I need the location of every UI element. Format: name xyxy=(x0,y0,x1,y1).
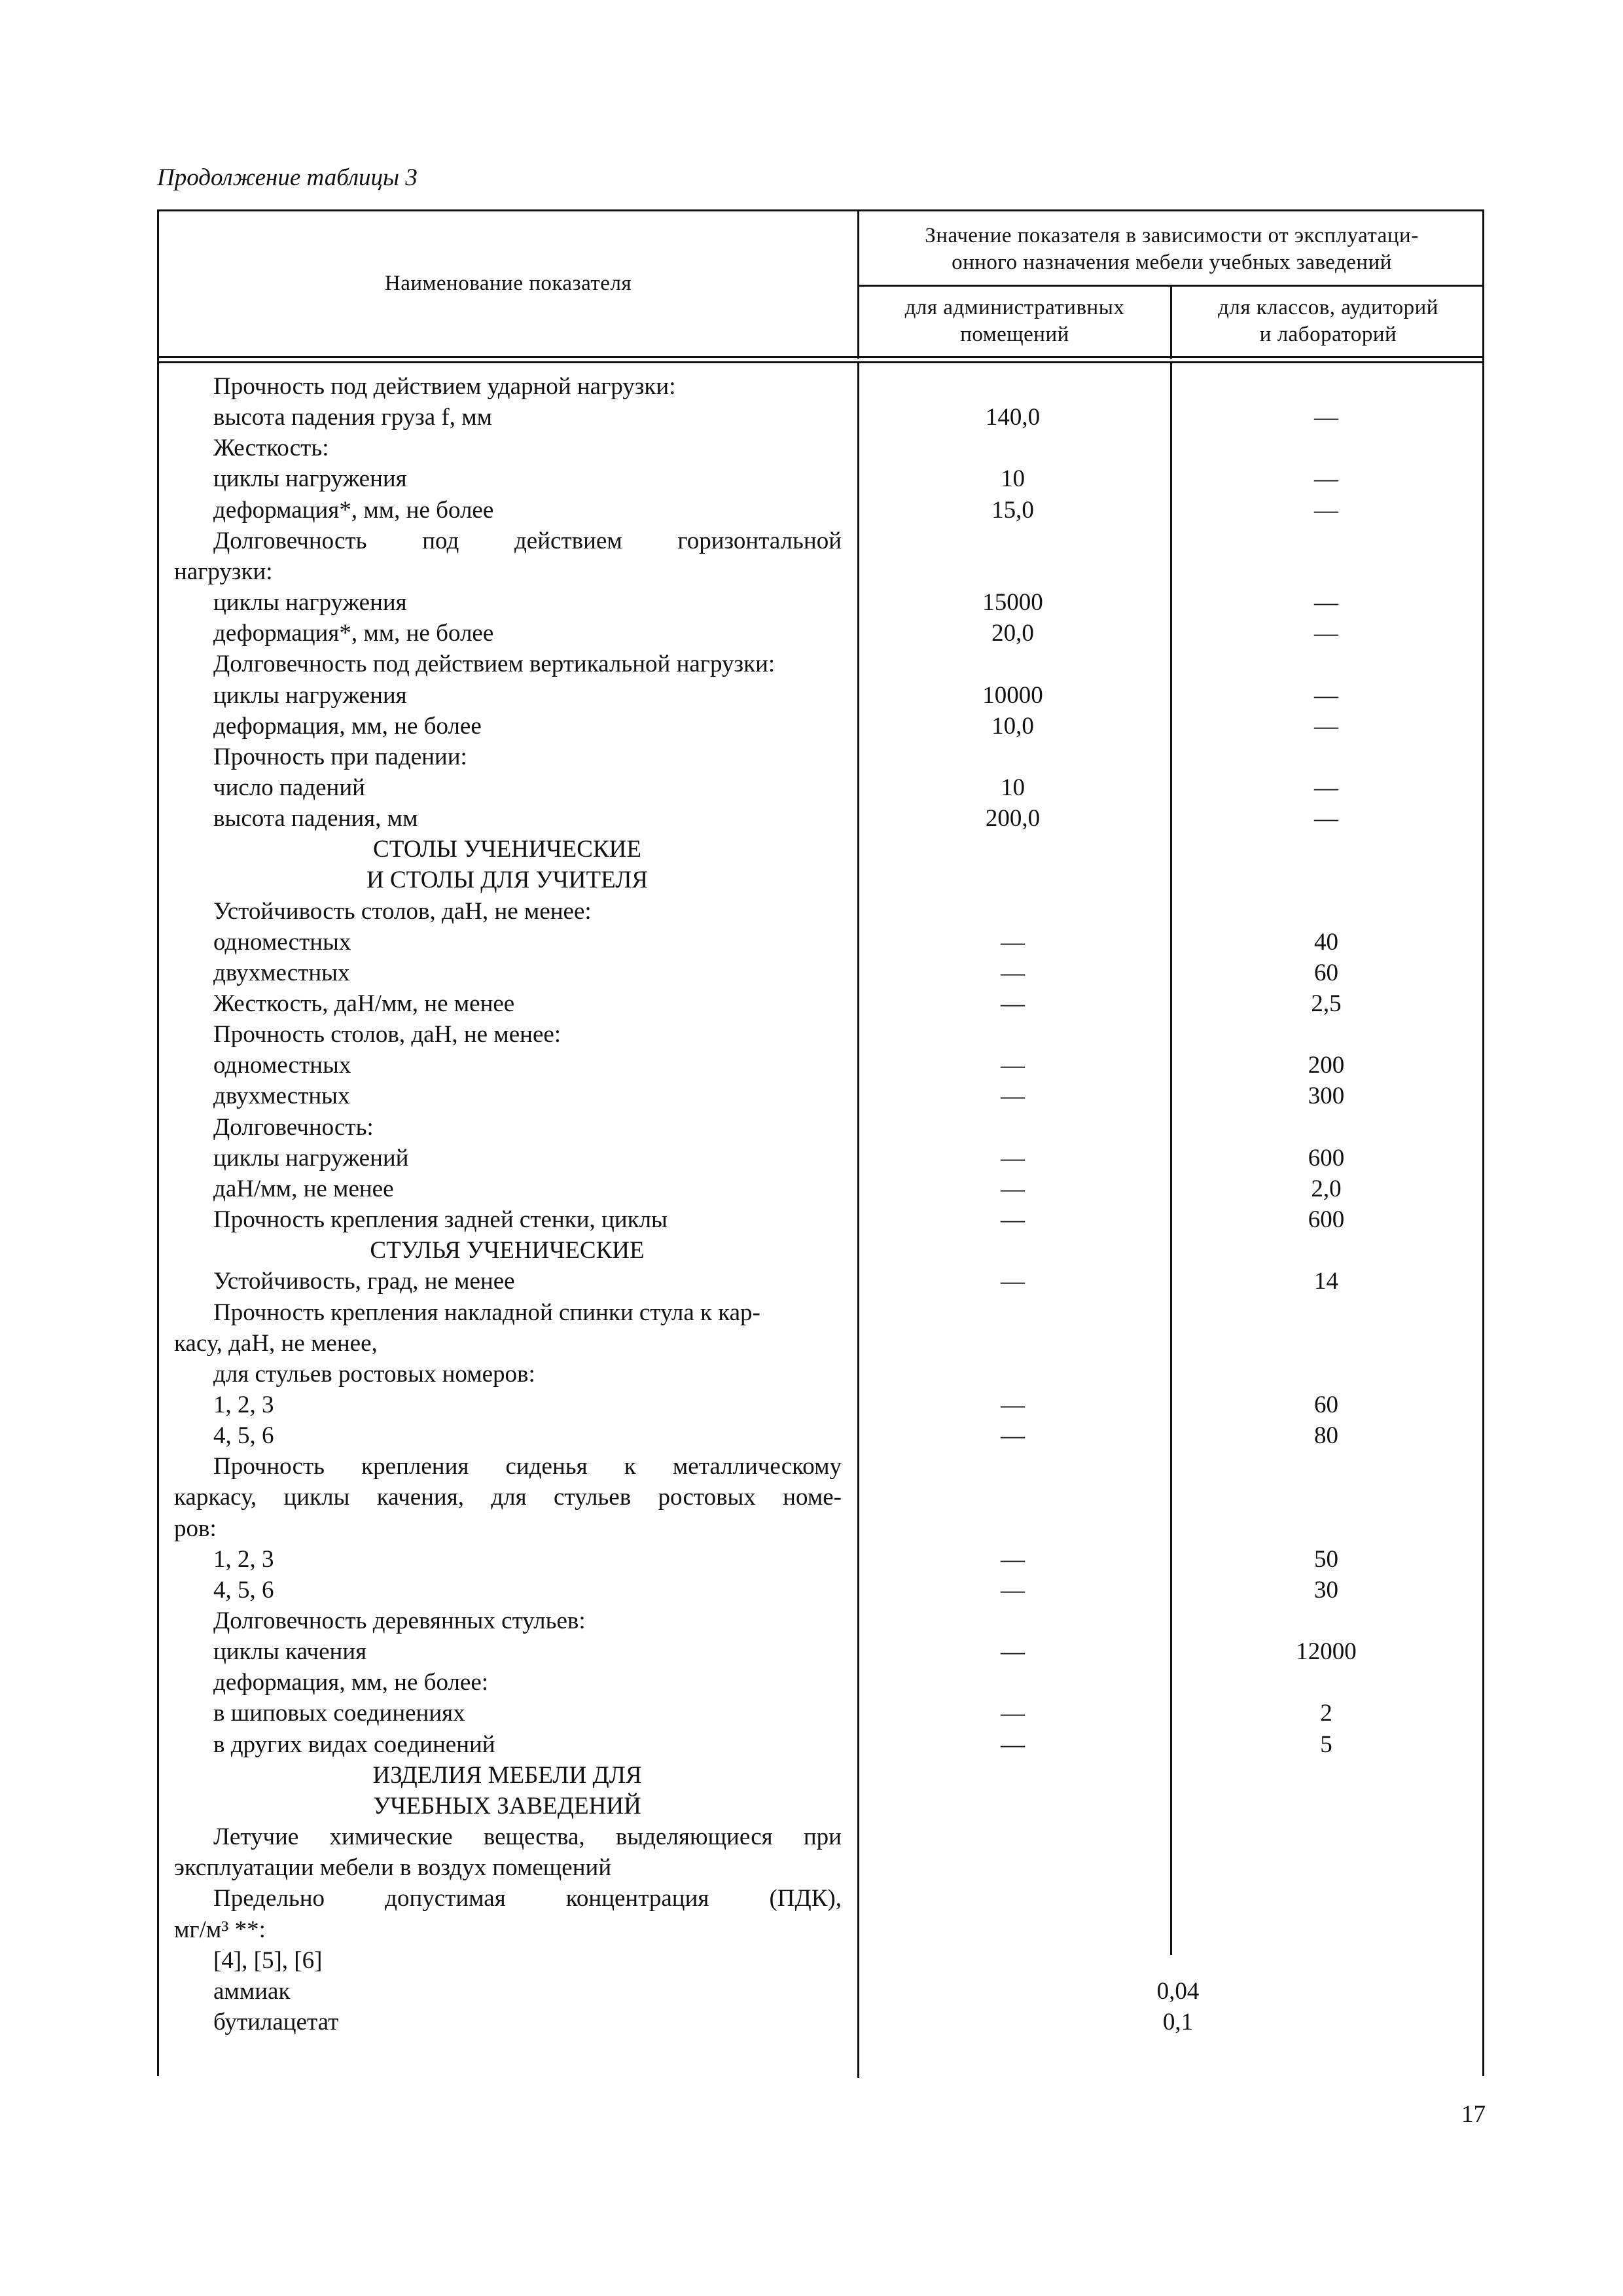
combined-value: 0,1 xyxy=(1162,2008,1194,2036)
row-label: в других видах соединений xyxy=(213,1731,495,1758)
table-row xyxy=(0,402,1623,433)
admin-value: — xyxy=(1001,1268,1025,1295)
header-admin-column xyxy=(859,287,1170,356)
row-label: каркасу, циклы качения, для стульев ростовых номе- xyxy=(174,1484,842,1511)
row-label: Прочность под действием ударной нагрузки: xyxy=(213,373,676,400)
class-value: 30 xyxy=(1314,1576,1338,1604)
class-value: 200 xyxy=(1308,1052,1345,1079)
row-label: деформация, мм, не более: xyxy=(213,1669,489,1696)
admin-value: 10,0 xyxy=(991,712,1034,740)
header-class-column xyxy=(1172,287,1484,356)
row-label: деформация, мм, не более xyxy=(213,712,482,740)
table-row xyxy=(0,1482,1623,1513)
row-label: двухместных xyxy=(213,1083,350,1110)
row-label: циклы нагружения xyxy=(213,465,407,493)
row-label: Долговечность под действием горизонтальной xyxy=(213,527,842,554)
admin-value: — xyxy=(1001,1700,1025,1727)
admin-value: — xyxy=(1001,959,1025,986)
section-heading: ИЗДЕЛИЯ МЕБЕЛИ ДЛЯ xyxy=(372,1761,642,1789)
admin-value: 15000 xyxy=(982,589,1043,617)
table-row xyxy=(0,526,1623,556)
admin-value: 20,0 xyxy=(991,620,1034,647)
table-row xyxy=(0,1575,1623,1605)
header-name-label: Наименование показателя xyxy=(384,272,632,295)
header-class-line-1: для классов, аудиторий xyxy=(1218,296,1438,319)
admin-value: 10000 xyxy=(982,681,1043,709)
row-label: Устойчивость столов, даН, не менее: xyxy=(213,897,592,925)
admin-value: — xyxy=(1001,928,1025,956)
row-label: [4], [5], [6] xyxy=(213,1946,323,1974)
section-heading-row xyxy=(0,1791,1623,1821)
admin-value: — xyxy=(1001,990,1025,1017)
table-row xyxy=(0,896,1623,927)
admin-value: — xyxy=(1001,1144,1025,1172)
row-label: двухместных xyxy=(213,959,350,986)
row-label: 1, 2, 3 xyxy=(213,1391,274,1418)
admin-value: — xyxy=(1001,1545,1025,1573)
header-class-line-2: и лабораторий xyxy=(1259,323,1397,346)
table-row xyxy=(0,1420,1623,1451)
header-admin-line-2: помещений xyxy=(960,323,1069,346)
admin-value: 140,0 xyxy=(985,404,1041,431)
row-label: Летучие химические вещества, выделяющиеся при xyxy=(213,1823,842,1851)
row-label: Прочность при падении: xyxy=(213,743,467,770)
row-label: высота падения, мм xyxy=(213,805,418,833)
section-heading: УЧЕБНЫХ ЗАВЕДЕНИЙ xyxy=(373,1792,641,1820)
table-row xyxy=(0,1698,1623,1729)
table-row xyxy=(0,711,1623,742)
row-label: Прочность столов, даН, не менее: xyxy=(213,1021,562,1049)
row-label: 4, 5, 6 xyxy=(213,1422,274,1450)
row-label: Жесткость: xyxy=(213,435,329,462)
class-value: — xyxy=(1314,774,1338,801)
class-value: 5 xyxy=(1320,1731,1332,1758)
table-row xyxy=(0,2007,1623,2037)
table-row xyxy=(0,1667,1623,1698)
class-value: — xyxy=(1314,465,1338,493)
table-row xyxy=(0,1513,1623,1544)
admin-value: — xyxy=(1001,1391,1025,1418)
section-heading-row xyxy=(0,1760,1623,1791)
class-value: — xyxy=(1314,404,1338,431)
row-label: Прочность крепления накладной спинки стула к кар- xyxy=(213,1299,760,1326)
row-label: мг/м³ **: xyxy=(174,1916,266,1943)
row-label: число падений xyxy=(213,774,365,801)
row-label: Долговечность: xyxy=(213,1113,374,1141)
class-value: 60 xyxy=(1314,1391,1338,1418)
table-row xyxy=(0,803,1623,834)
admin-value: — xyxy=(1001,1638,1025,1666)
admin-value: 10 xyxy=(1001,465,1025,493)
table-row xyxy=(0,618,1623,649)
class-value: 60 xyxy=(1314,959,1338,986)
admin-value: — xyxy=(1001,1731,1025,1758)
section-heading-row xyxy=(0,865,1623,895)
table-row xyxy=(0,433,1623,463)
class-value: 80 xyxy=(1314,1422,1338,1450)
table-row xyxy=(0,1945,1623,1976)
class-value: 2 xyxy=(1320,1700,1332,1727)
row-label: 1, 2, 3 xyxy=(213,1545,274,1573)
class-value: — xyxy=(1314,712,1338,740)
row-label: аммиак xyxy=(213,1977,291,2005)
table-row xyxy=(0,927,1623,958)
class-value: 600 xyxy=(1308,1144,1345,1172)
page-number: 17 xyxy=(1461,2101,1486,2128)
header-group-line-1: Значение показателя в зависимости от эксплуатаци- xyxy=(925,224,1419,247)
class-value: 12000 xyxy=(1296,1638,1357,1666)
class-value: — xyxy=(1314,681,1338,709)
row-label: циклы качения xyxy=(213,1638,367,1666)
row-label: Прочность крепления задней стенки, циклы xyxy=(213,1206,668,1234)
table-row xyxy=(0,1914,1623,1945)
table-row xyxy=(0,1174,1623,1204)
class-value: — xyxy=(1314,805,1338,833)
admin-value: 15,0 xyxy=(991,496,1034,524)
table-row xyxy=(0,1266,1623,1297)
table-row xyxy=(0,495,1623,526)
row-label: 4, 5, 6 xyxy=(213,1576,274,1604)
row-label: одноместных xyxy=(213,1052,351,1079)
table-caption: Продолжение таблицы 3 xyxy=(157,164,418,191)
table-row xyxy=(0,1883,1623,1914)
table-row xyxy=(0,1821,1623,1852)
admin-value: — xyxy=(1001,1083,1025,1110)
admin-value: — xyxy=(1001,1052,1025,1079)
admin-value: — xyxy=(1001,1422,1025,1450)
header-bottom-rule-1 xyxy=(159,356,1482,358)
header-admin-line-1: для административных xyxy=(904,296,1125,319)
row-label: даН/мм, не менее xyxy=(213,1175,394,1202)
table-row xyxy=(0,1328,1623,1359)
table-row xyxy=(0,1019,1623,1050)
table-row xyxy=(0,742,1623,772)
row-label: Прочность крепления сиденья к металлическому xyxy=(213,1453,842,1480)
row-label: Предельно допустимая концентрация (ПДК), xyxy=(213,1885,842,1912)
table-row xyxy=(0,772,1623,803)
table-row xyxy=(0,371,1623,402)
table-row xyxy=(0,1852,1623,1883)
table-row xyxy=(0,1050,1623,1081)
table-row xyxy=(0,1359,1623,1390)
row-label: Устойчивость, град, не менее xyxy=(213,1268,515,1295)
class-value: 14 xyxy=(1314,1268,1338,1295)
table-row xyxy=(0,649,1623,679)
row-label: Долговечность под действием вертикальной нагрузки: xyxy=(213,651,776,678)
row-label: деформация*, мм, не более xyxy=(213,496,494,524)
table-row xyxy=(0,1297,1623,1328)
row-label: касу, даН, не менее, xyxy=(174,1329,378,1357)
admin-value: 10 xyxy=(1001,774,1025,801)
row-label: ров: xyxy=(174,1515,217,1542)
table-row xyxy=(0,1204,1623,1235)
section-heading: СТУЛЬЯ УЧЕНИЧЕСКИЕ xyxy=(370,1237,645,1265)
section-heading: И СТОЛЫ ДЛЯ УЧИТЕЛЯ xyxy=(366,867,648,894)
header-name-column xyxy=(159,211,857,356)
class-value: 300 xyxy=(1308,1083,1345,1110)
class-value: 50 xyxy=(1314,1545,1338,1573)
admin-value: — xyxy=(1001,1175,1025,1202)
row-label: для стульев ростовых номеров: xyxy=(213,1360,535,1388)
class-value: — xyxy=(1314,620,1338,647)
row-label: эксплуатации мебели в воздух помещений xyxy=(174,1854,612,1882)
combined-value: 0,04 xyxy=(1156,1977,1200,2005)
row-label: циклы нагружений xyxy=(213,1144,409,1172)
class-value: 600 xyxy=(1308,1206,1345,1234)
row-label: одноместных xyxy=(213,928,351,956)
row-label: в шиповых соединениях xyxy=(213,1700,465,1727)
row-label: Жесткость, даН/мм, не менее xyxy=(213,990,515,1017)
table-row xyxy=(0,587,1623,618)
table-row xyxy=(0,988,1623,1019)
table-row xyxy=(0,1112,1623,1143)
table-row xyxy=(0,1143,1623,1174)
table-row xyxy=(0,1976,1623,2007)
table-row xyxy=(0,1544,1623,1575)
table-row xyxy=(0,1605,1623,1636)
admin-value: — xyxy=(1001,1576,1025,1604)
row-label: нагрузки: xyxy=(174,558,273,585)
row-label: высота падения груза f, мм xyxy=(213,404,493,431)
header-group-line-2: онного назначения мебели учебных заведений xyxy=(952,251,1392,274)
table-row xyxy=(0,463,1623,494)
section-heading-row xyxy=(0,834,1623,865)
table-row xyxy=(0,556,1623,587)
section-heading: СТОЛЫ УЧЕНИЧЕСКИЕ xyxy=(373,836,641,863)
class-value: 40 xyxy=(1314,928,1338,956)
table-row xyxy=(0,1729,1623,1760)
header-group-column xyxy=(859,217,1484,282)
class-value: — xyxy=(1314,589,1338,617)
row-label: бутилацетат xyxy=(213,2008,339,2036)
class-value: 2,0 xyxy=(1311,1175,1342,1202)
section-heading-row xyxy=(0,1235,1623,1266)
table-row xyxy=(0,1636,1623,1667)
table-row xyxy=(0,680,1623,711)
table-row xyxy=(0,1081,1623,1111)
table-row xyxy=(0,1390,1623,1420)
table-row xyxy=(0,958,1623,988)
table-row xyxy=(0,1451,1623,1482)
admin-value: 200,0 xyxy=(985,805,1041,833)
row-label: циклы нагружения xyxy=(213,681,407,709)
class-value: — xyxy=(1314,496,1338,524)
row-label: Долговечность деревянных стульев: xyxy=(213,1607,586,1634)
row-label: деформация*, мм, не более xyxy=(213,620,494,647)
admin-value: — xyxy=(1001,1206,1025,1234)
header-bottom-rule-2 xyxy=(159,361,1482,363)
class-value: 2,5 xyxy=(1311,990,1342,1017)
row-label: циклы нагружения xyxy=(213,589,407,617)
